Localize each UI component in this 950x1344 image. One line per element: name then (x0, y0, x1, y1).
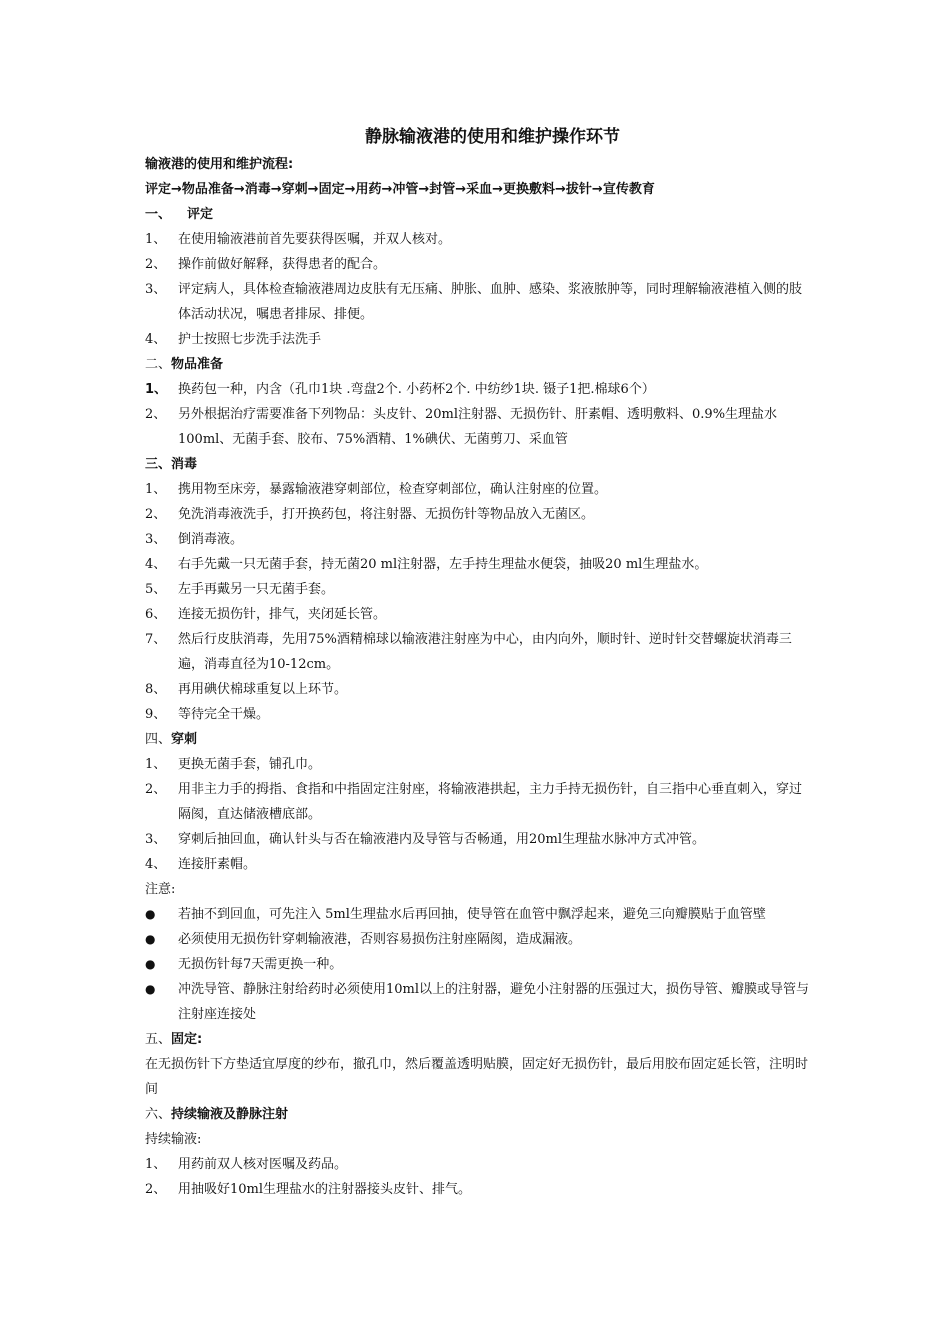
list-item: 4、 护士按照七步洗手法洗手 (145, 332, 322, 347)
list-item: 3、 评定病人，具体检查输液港周边皮肤有无压痛、肿胀、血肿、感染、浆液脓肿等，同时理解输液港植入侧的肢体活动状况，嘱患者排尿、排便。 (145, 282, 803, 322)
section-heading-infusion: 六、持续输液及静脉注射 (145, 1107, 289, 1122)
fixation-paragraph: 在无损伤针下方垫适宜厚度的纱布，撤孔巾，然后覆盖透明贴膜，固定好无损伤针，最后用胶布固定延长管，注明时间 (145, 1057, 809, 1097)
list-item: 6、 连接无损伤针，排气，夹闭延长管。 (145, 607, 387, 622)
note-item: ● 若抽不到回血，可先注入 5ml生理盐水后再回抽，使导管在血管中飘浮起来，避免三向瓣膜贴于血管壁 (145, 902, 810, 927)
section-heading-disinfection: 三、消毒 (145, 457, 198, 472)
list-item: 1、 在使用输液港前首先要获得医嘱，并双人核对。 (145, 232, 452, 247)
section-heading-supplies: 二、物品准备 (145, 357, 224, 372)
note-item: ● 冲洗导管、静脉注射给药时必须使用10ml以上的注射器，避免小注射器的压强过大，损伤导管、瓣膜或导管与注射座连接处 (145, 977, 810, 1027)
document-page (145, 122, 810, 1202)
bullet-icon: ● (145, 957, 156, 971)
list-item: 1、 换药包一种，内含（孔巾1块 .弯盘2个. 小药杯2个. 中纺纱1块. 镊子1把.棉球6个） (145, 382, 655, 397)
section-heading-fixation: 五、固定: (145, 1032, 203, 1047)
list-item: 5、 左手再戴另一只无菌手套。 (145, 582, 335, 597)
list-item: 7、 然后行皮肤消毒，先用75%酒精棉球以输液港注射座为中心，由内向外，顺时针、逆时针交替螺旋状消毒三遍，消毒直径为10-12cm。 (145, 632, 792, 672)
list-item: 8、 再用碘伏棉球重复以上环节。 (145, 682, 348, 697)
list-item: 1、 更换无菌手套，铺孔巾。 (145, 757, 322, 772)
bullet-icon: ● (145, 932, 156, 946)
flow-label: 输液港的使用和维护流程: (145, 157, 294, 172)
bullet-icon: ● (145, 982, 156, 996)
list-item: 3、 倒消毒液。 (145, 532, 244, 547)
list-item: 1、 用药前双人核对医嘱及药品。 (145, 1157, 348, 1172)
list-item: 2、 用非主力手的拇指、食指和中指固定注射座，将输液港拱起，主力手持无损伤针，自三指中心垂直刺入，穿过隔阂，直达储液槽底部。 (145, 782, 803, 822)
list-item: 2、 另外根据治疗需要准备下列物品：头皮针、20ml注射器、无损伤针、肝素帽、透明敷料、0.9%生理盐水100ml、无菌手套、胶布、75%酒精、1%碘伏、无菌剪刀、采血管 (145, 407, 778, 447)
list-item: 2、 免洗消毒液洗手，打开换药包，将注射器、无损伤针等物品放入无菌区。 (145, 507, 595, 522)
note-item: ● 必须使用无损伤针穿刺输液港，否则容易损伤注射座隔阂，造成漏液。 (145, 927, 810, 952)
list-item: 2、 操作前做好解释，获得患者的配合。 (145, 257, 387, 272)
list-item: 3、 穿刺后抽回血，确认针头与否在输液港内及导管与否畅通，用20ml生理盐水脉冲方式冲管。 (145, 832, 706, 847)
subheading-continuous-infusion: 持续输液: (145, 1132, 202, 1147)
list-item: 4、 右手先戴一只无菌手套，持无菌20 ml注射器，左手持生理盐水便袋，抽吸20 ml生理盐水。 (145, 557, 708, 572)
list-item: 1、 携用物至床旁，暴露输液港穿刺部位，检查穿刺部位，确认注射座的位置。 (145, 482, 608, 497)
section-heading-puncture: 四、穿刺 (145, 732, 198, 747)
list-item: 4、 连接肝素帽。 (145, 857, 257, 872)
section-heading-assessment: 一、 评定 (145, 207, 214, 222)
flow-steps: 评定→物品准备→消毒→穿刺→固定→用药→冲管→封管→采血→更换敷料→拔针→宣传教育 (145, 182, 655, 197)
note-label: 注意: (145, 882, 176, 897)
list-item: 2、 用抽吸好10ml生理盐水的注射器接头皮针、排气。 (145, 1182, 472, 1197)
bullet-icon: ● (145, 907, 156, 921)
note-item: ● 无损伤针每7天需更换一种。 (145, 952, 810, 977)
list-item: 9、 等待完全干燥。 (145, 707, 270, 722)
page-title: 静脉输液港的使用和维护操作环节 (365, 127, 620, 147)
